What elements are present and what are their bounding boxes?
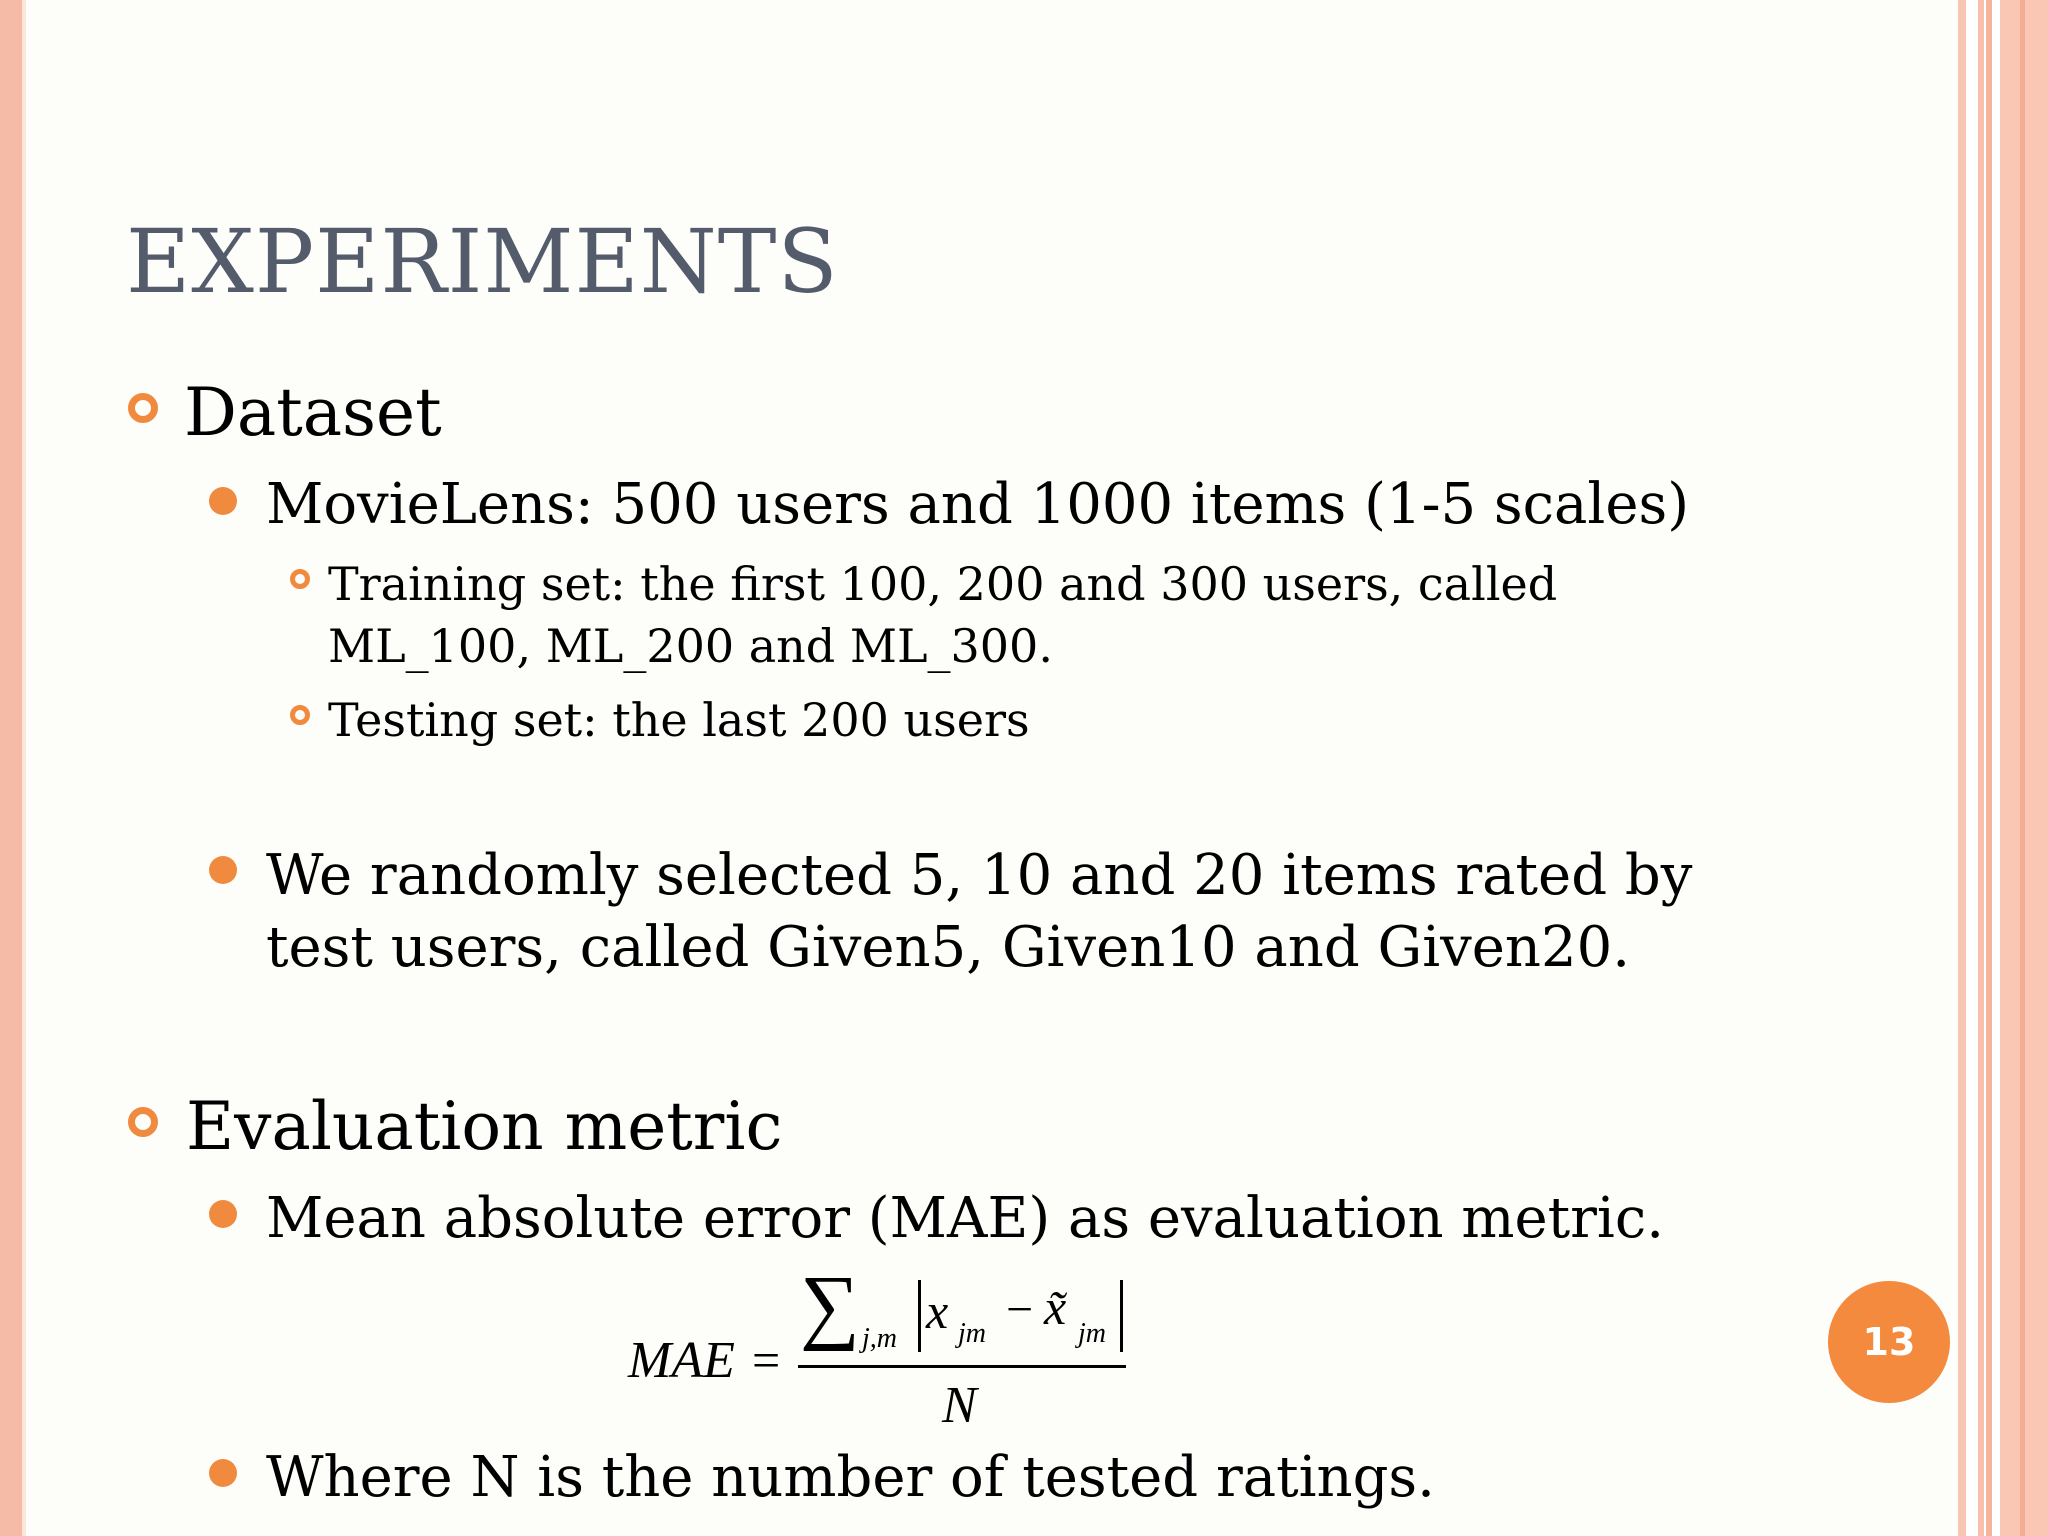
abs-bar-right	[1120, 1280, 1123, 1352]
bullet-movielens: MovieLens: 500 users and 1000 items (1-5 scales)	[266, 472, 1690, 537]
left-frame-stripe	[0, 0, 22, 1536]
bullet-given-line1: We randomly selected 5, 10 and 20 items rated by	[266, 843, 1693, 908]
bullet-testing: Testing set: the last 200 users	[328, 693, 1030, 747]
section-heading-evaluation: Evaluation metric	[186, 1088, 783, 1165]
dot-bullet-icon	[209, 1200, 237, 1228]
ring-bullet-icon	[290, 705, 310, 725]
formula-lhs: MAE	[628, 1332, 735, 1389]
formula-x: x	[926, 1283, 949, 1339]
bullet-where-n: Where N is the number of tested ratings.	[266, 1445, 1435, 1510]
abs-bar-left	[918, 1280, 921, 1352]
dot-bullet-icon	[209, 487, 237, 515]
dot-bullet-icon	[209, 856, 237, 884]
formula-denominator: N	[942, 1377, 977, 1434]
page-number-badge	[1828, 1281, 1950, 1403]
page-number: 13	[1862, 1320, 1916, 1364]
bullet-training-line1: Training set: the first 100, 200 and 300 users, called	[328, 557, 1558, 611]
right-frame-stripe	[1958, 0, 1966, 1536]
formula-x-tilde-subscript: jm	[1078, 1318, 1106, 1349]
bullet-given-line2: test users, called Given5, Given10 and Given20.	[266, 915, 1631, 980]
dot-bullet-icon	[209, 1459, 237, 1487]
ring-bullet-icon	[290, 569, 310, 589]
formula-x-tilde: x̃	[1044, 1279, 1067, 1335]
right-frame-stripe	[1986, 0, 1992, 1536]
ring-bullet-icon	[128, 393, 158, 423]
bullet-mae-desc: Mean absolute error (MAE) as evaluation metric.	[266, 1186, 1665, 1251]
formula-minus: −	[1006, 1283, 1034, 1336]
bullet-training-line2: ML_100, ML_200 and ML_300.	[328, 619, 1053, 673]
slide-title: EXPERIMENTS	[126, 210, 839, 313]
fraction-bar	[798, 1365, 1126, 1368]
ring-bullet-icon	[128, 1107, 158, 1137]
right-frame-stripe	[2020, 0, 2025, 1536]
left-frame-line	[22, 0, 26, 1536]
formula-equals: =	[752, 1332, 781, 1388]
sum-icon: ∑	[800, 1259, 860, 1352]
right-frame-stripe	[1978, 0, 1984, 1536]
section-heading-dataset: Dataset	[184, 374, 442, 451]
formula-x-subscript: jm	[958, 1318, 986, 1349]
formula-sum-subscript: j,m	[862, 1323, 897, 1354]
